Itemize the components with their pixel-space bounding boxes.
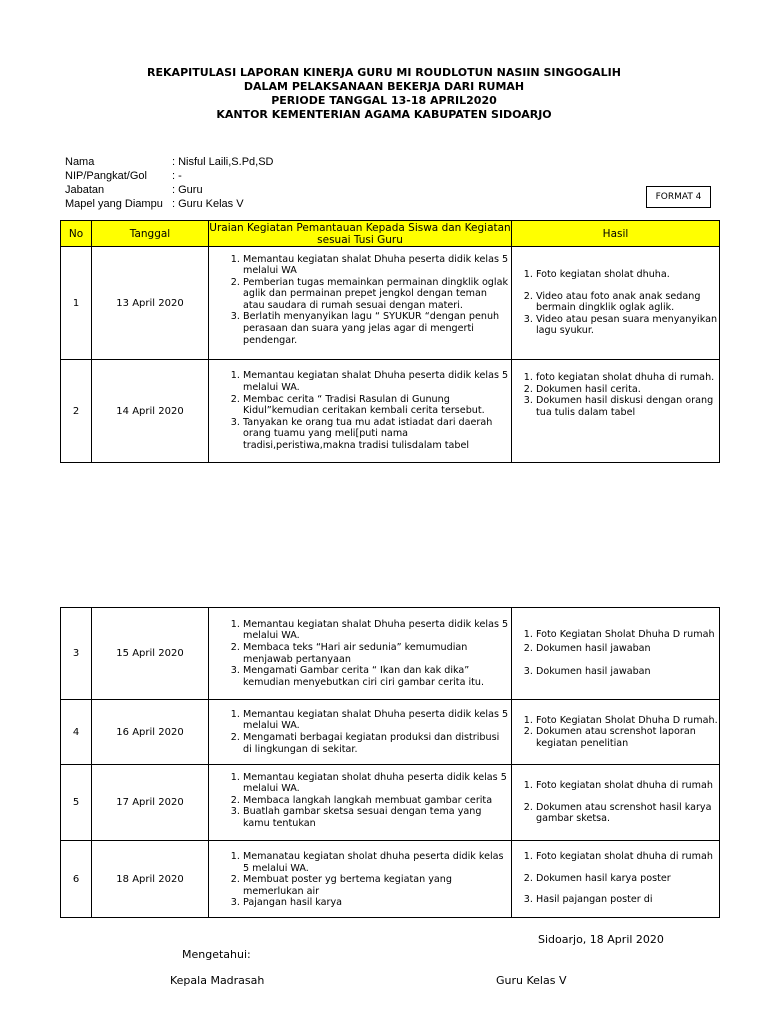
result-item: 2. Dokumen hasil karya poster [536,873,719,885]
row-results [512,841,720,918]
report-table-part1 [60,220,720,463]
info-value-mapel: : Guru Kelas V [172,198,244,210]
table-row [61,700,720,765]
info-value-nip: : - [172,170,182,182]
row-no: 3 [61,608,92,700]
table-row [61,360,720,463]
activity-item: 1. Memantau kegiatan shalat Dhuha peserta didik kelas 5 melalui WA. [243,709,511,732]
result-item: 2. Dokumen atau screnshot laporan kegiatan penelitian [536,726,719,749]
teacher-info [65,156,365,212]
report-title-line2: DALAM PELAKSANAAN BEKERJA DARI RUMAH [243,80,525,93]
report-title-line4: KANTOR KEMENTERIAN AGAMA KABUPATEN SIDOARJO [216,108,552,121]
col-header-uraian: Uraian Kegiatan Pemantauan Kepada Siswa dan Kegiatan sesuai Tusi Guru [209,221,511,246]
table-row [61,841,720,918]
report-title-line1: REKAPITULASI LAPORAN KINERJA GURU MI ROUDLOTUN NASIIN SINGOGALIH [147,66,621,79]
activity-item: 1. Memanatau kegiatan sholat dhuha peserta didik kelas 5 melalui WA. [243,851,511,874]
activity-item: 3. Mengamati Gambar cerita “ Ikan dan kak dika” kemudian menyebutkan ciri ciri gambar cerita itu. [243,665,511,688]
report-title-line3: PERIODE TANGGAL 13-18 APRIL2020 [271,94,497,107]
info-label-mapel: Mapel yang Diampu [65,198,163,210]
row-date: 16 April 2020 [92,700,209,765]
result-item: 3. Video atau pesan suara menyanyikan lagu syukur. [536,314,719,337]
result-item: 1. Foto kegiatan sholat dhuha. [536,269,719,281]
result-item: 1. Foto kegiatan sholat dhuha di rumah [536,851,719,863]
report-table-part2 [60,607,720,918]
activity-item: 2. Membaca langkah langkah membuat gambar cerita [243,795,511,807]
activity-item: 3. Buatlah gambar sketsa sesuai dengan tema yang kamu tentukan [243,806,511,829]
table-header-row [61,221,720,247]
activity-item: 1. Memantau kegiatan sholat dhuha peserta didik kelas 5 melalui WA. [243,772,511,795]
row-no: 6 [61,841,92,918]
activity-item: 2. Pemberian tugas memainkan permainan dingklik oglak aglik dan permainan prepet jengkol dengan teman atau saudara di rumah sesuai dengan materi. [243,277,511,312]
row-activities [209,247,512,360]
result-item: 3. Hasil pajangan poster di [536,894,719,906]
info-value-nama: : Nisful Laili,S.Pd,SD [172,156,274,168]
row-no: 1 [61,247,92,360]
result-item: 2. Dokumen atau screnshot hasil karya gambar sketsa. [536,802,719,825]
row-results [512,608,720,700]
activity-item: 1. Memantau kegiatan shalat Dhuha peserta didik kelas 5 melalui WA [243,254,511,277]
row-date: 13 April 2020 [92,247,209,360]
activity-item: 2. Membuat poster yg bertema kegiatan yang memerlukan air [243,874,511,897]
activity-item: 1. Memantau kegiatan shalat Dhuha peserta didik kelas 5 melalui WA. [243,619,511,642]
row-activities [209,841,512,918]
info-label-jabatan: Jabatan [65,184,105,196]
table-row [61,247,720,360]
activity-item: 2. Membaca teks “Hari air sedunia” kemumudian menjawab pertanyaan [243,642,511,665]
row-no: 2 [61,360,92,463]
row-results [512,765,720,841]
activity-item: 2. Mengamati berbagai kegiatan produksi dan distribusi di lingkungan di sekitar. [243,732,511,755]
result-item: 1. Foto Kegiatan Sholat Dhuha D rumah. [536,715,719,727]
place-date: Sidoarjo, 18 April 2020 [538,933,664,946]
result-item: 1. Foto kegiatan sholat dhuha di rumah [536,780,719,792]
result-item: 2. Dokumen hasil cerita. [536,384,719,396]
row-results [512,700,720,765]
mengetahui-label: Mengetahui: [182,948,251,961]
activity-item: 3. Tanyakan ke orang tua mu adat istiadat dari daerah orang tuamu yang meli[puti nama tradisi,peristiwa,makna tradisi tulisdalam tabel [243,417,511,452]
result-item: 1. Foto Kegiatan Sholat Dhuha D rumah [536,629,719,641]
row-date: 14 April 2020 [92,360,209,463]
row-date: 17 April 2020 [92,765,209,841]
row-results [512,247,720,360]
row-no: 5 [61,765,92,841]
info-label-nama: Nama [65,156,95,168]
principal-title: Kepala Madrasah [170,974,265,987]
row-no: 4 [61,700,92,765]
result-item: 3. Dokumen hasil jawaban [536,666,719,678]
row-date: 15 April 2020 [92,608,209,700]
format-label-box: FORMAT 4 [646,186,711,208]
col-header-tanggal: Tanggal [92,221,209,247]
table-row [61,765,720,841]
row-date: 18 April 2020 [92,841,209,918]
teacher-title: Guru Kelas V [496,974,567,987]
row-results [512,360,720,463]
col-header-no: No [61,221,92,247]
row-activities [209,700,512,765]
activity-item: 1. Memantau kegiatan shalat Dhuha peserta didik kelas 5 melalui WA. [243,370,511,393]
row-activities [209,360,512,463]
info-label-nip: NIP/Pangkat/Gol [65,170,147,182]
row-activities [209,608,512,700]
result-item: 2. Dokumen hasil jawaban [536,643,719,655]
activity-item: 2. Membac cerita “ Tradisi Rasulan di Gunung Kidul”kemudian ceritakan kembali cerita tersebut. [243,394,511,417]
activity-item: 3. Pajangan hasil karya [243,897,511,909]
table-row [61,608,720,700]
result-item: 3. Dokumen hasil diskusi dengan orang tua tulis dalam tabel [536,395,719,418]
row-activities [209,765,512,841]
result-item: 1. foto kegiatan sholat dhuha di rumah. [536,372,719,384]
info-value-jabatan: : Guru [172,184,203,196]
col-header-hasil: Hasil [512,221,720,247]
activity-item: 3. Berlatih menyanyikan lagu “ SYUKUR “dengan penuh perasaan dan suara yang jelas agar di mengerti pendengar. [243,311,511,346]
result-item: 2. Video atau foto anak anak sedang bermain dingklik oglak aglik. [536,291,719,314]
